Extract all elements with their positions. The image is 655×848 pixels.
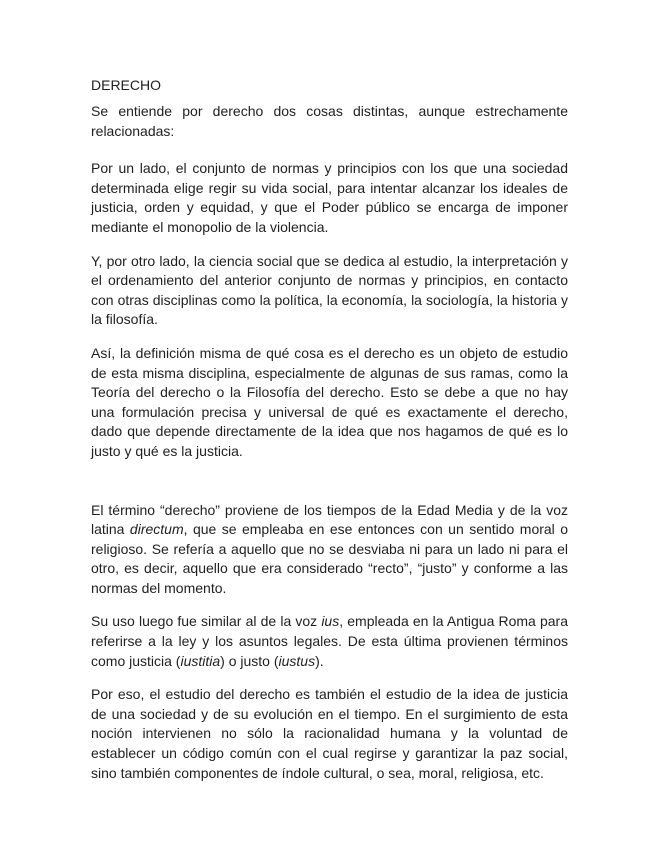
term-iustus: iustus bbox=[278, 652, 316, 669]
paragraph-ius-text-3: ) o justo ( bbox=[220, 652, 279, 669]
term-ius: ius bbox=[321, 613, 340, 630]
document-page bbox=[91, 75, 568, 783]
paragraph-definicion: Así, la definición misma de qué cosa es el derecho es un objeto de estudio de esta misma disciplina, especialmente de algunas de sus ramas, como la Teoría del derecho o la Filosofía del derecho. Esto se debe a que no hay una formulación precisa y universal de qué es exactamente el derecho, dado que depende directamente de la idea que nos hagamos de qué es lo justo y qué es la justicia. bbox=[91, 344, 568, 459]
paragraph-ius-text-1: Su uso luego fue similar al de la voz bbox=[91, 613, 322, 630]
paragraph-etimologia bbox=[91, 501, 568, 599]
paragraph-justicia: Por eso, el estudio del derecho es también el estudio de la idea de justicia de una sociedad y de su evolución en el tiempo. En el surgimiento de esta noción intervienen no sólo la racionalidad humana y la voluntad de establecer un código común con el cual regirse y garantizar la paz social, sino también componentes de índole cultural, o sea, moral, religiosa, etc. bbox=[91, 686, 568, 781]
paragraph-ciencia-social: Y, por otro lado, la ciencia social que se dedica al estudio, la interpretación y el ordenamiento del anterior conjunto de normas y principios, en contacto con otras disciplinas como la política, la economía, la sociología, la historia y la filosofía. bbox=[91, 252, 568, 328]
paragraph-etimologia-text-2: , que se empleaba en ese entonces con un sentido moral o religioso. Se refería a aquello que no se desviaba ni para un lado ni para el otro, es decir, aquello que era considerado “recto”, “justo” y conforme a las normas del momento. bbox=[91, 521, 569, 596]
paragraph-normas: Por un lado, el conjunto de normas y principios con los que una sociedad determinada elige regir su vida social, para intentar alcanzar los ideales de justicia, orden y equidad, y que el Poder público se encarga de imponer mediante el monopolio de la violencia. bbox=[91, 160, 568, 235]
paragraph-ius bbox=[91, 612, 568, 671]
paragraph-ius-text-2: , empleada en la Antigua Roma para referirse a la ley y los asuntos legales. De esta última provienen términos como justicia ( bbox=[91, 613, 569, 669]
term-iustitia: iustitia bbox=[180, 652, 221, 669]
paragraph-etimologia-text-1: El término “derecho” proviene de los tiempos de la Edad Media y de la voz latina bbox=[91, 501, 568, 538]
term-directum: directum bbox=[129, 521, 184, 538]
paragraph-ius-text-4: ). bbox=[315, 652, 324, 669]
paragraph-intro: Se entiende por derecho dos cosas distintas, aunque estrechamente relacionadas: bbox=[91, 103, 568, 139]
document-title: DERECHO bbox=[91, 77, 162, 93]
